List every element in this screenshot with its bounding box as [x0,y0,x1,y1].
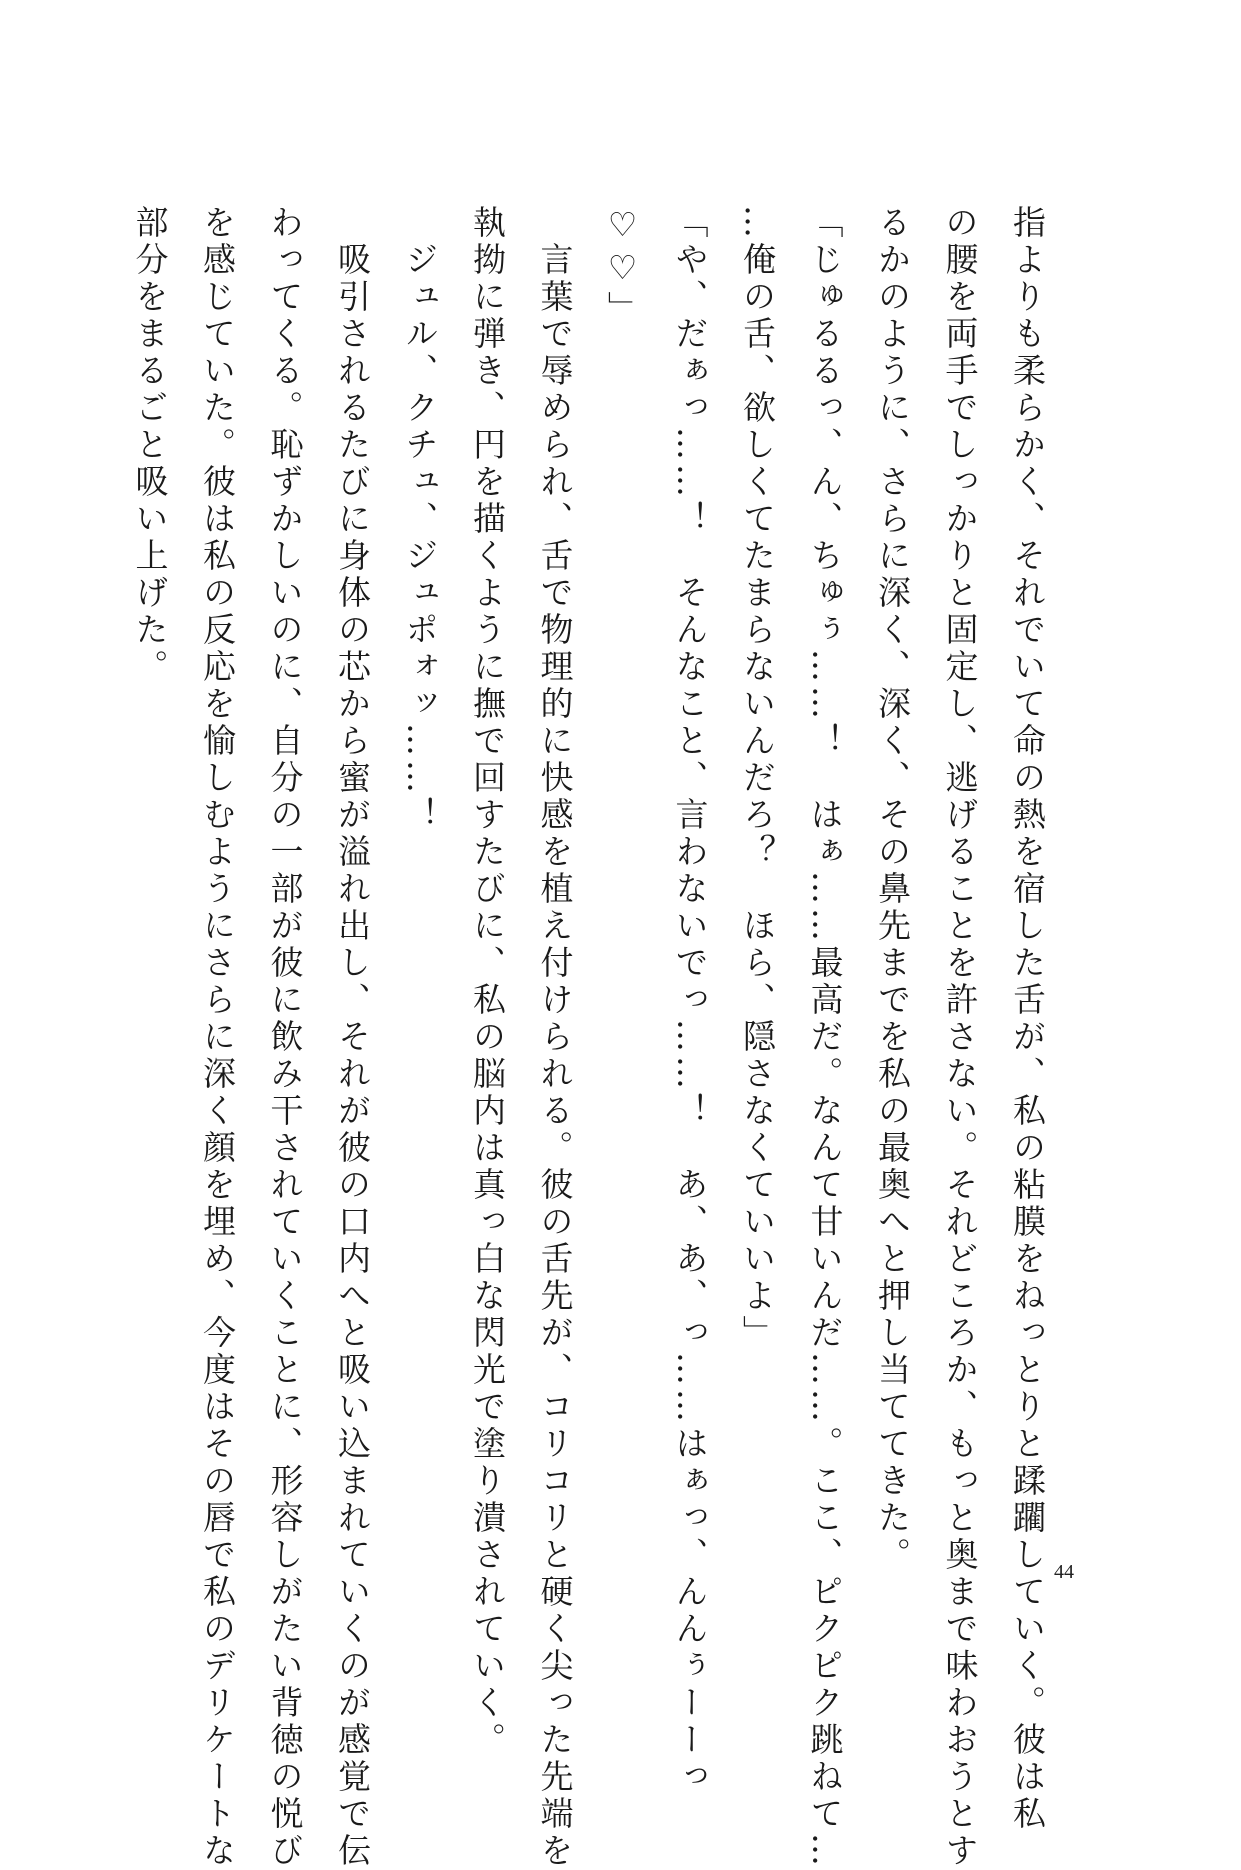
text-line: わってくる。恥ずかしいのに、自分の一部が彼に飲み干されていくことに、形容しがたい背徳の悦び [265,205,305,1870]
text-line: 指よりも柔らかく、それでいて命の熱を宿した舌が、私の粘膜をねっとりと蹂躙していく。彼は私 [1008,205,1047,1833]
text-line: の腰を両手でしっかりと固定し、逃げることを許さない。それどころか、もっと奥まで味わおうとす [940,205,980,1870]
text-line: 吸引されるたびに身体の芯から蜜が溢れ出し、それが彼の口内へと吸い込まれていくのが感覚で伝 [333,205,372,1870]
text-line: 執拗に弾き、円を描くように撫で回すたびに、私の脳内は真っ白な閃光で塗り潰されていく。 [468,205,507,1759]
page-number: 44 [1054,1561,1074,1583]
text-line: を感じていた。彼は私の反応を愉しむようにさらに深く顔を埋め、今度はその唇で私のデリケートな [198,205,237,1870]
text-line: るかのように、さらに深く、深く、その鼻先までを私の最奥へと押し当ててきた。 [873,205,912,1574]
text-line: ジュル、クチュ、ジュポォッ……！ [400,205,440,834]
vertical-text-block [116,205,1061,1870]
text-line: 言葉で辱められ、舌で物理的に快感を植え付けられる。彼の舌先が、コリコリと硬く尖った先端を [535,205,575,1870]
text-line: ♡♡」 [603,205,642,328]
text-line: 部分をまるごと吸い上げた。 [130,205,170,686]
text-line: 「じゅるるっ、ん、ちゅぅ……！ はぁ……最高だ。なんて甘いんだ……。ここ、ピクピク跳ねて… [805,205,845,1870]
text-line: …俺の舌、欲しくてたまらないんだろ？ ほら、隠さなくていいよ」 [738,205,777,1352]
text-line: 「や、だぁっ……！ そんなこと、言わないでっ……！ あ、あ、っ……はぁっ、んんぅーーっ [670,205,710,1796]
